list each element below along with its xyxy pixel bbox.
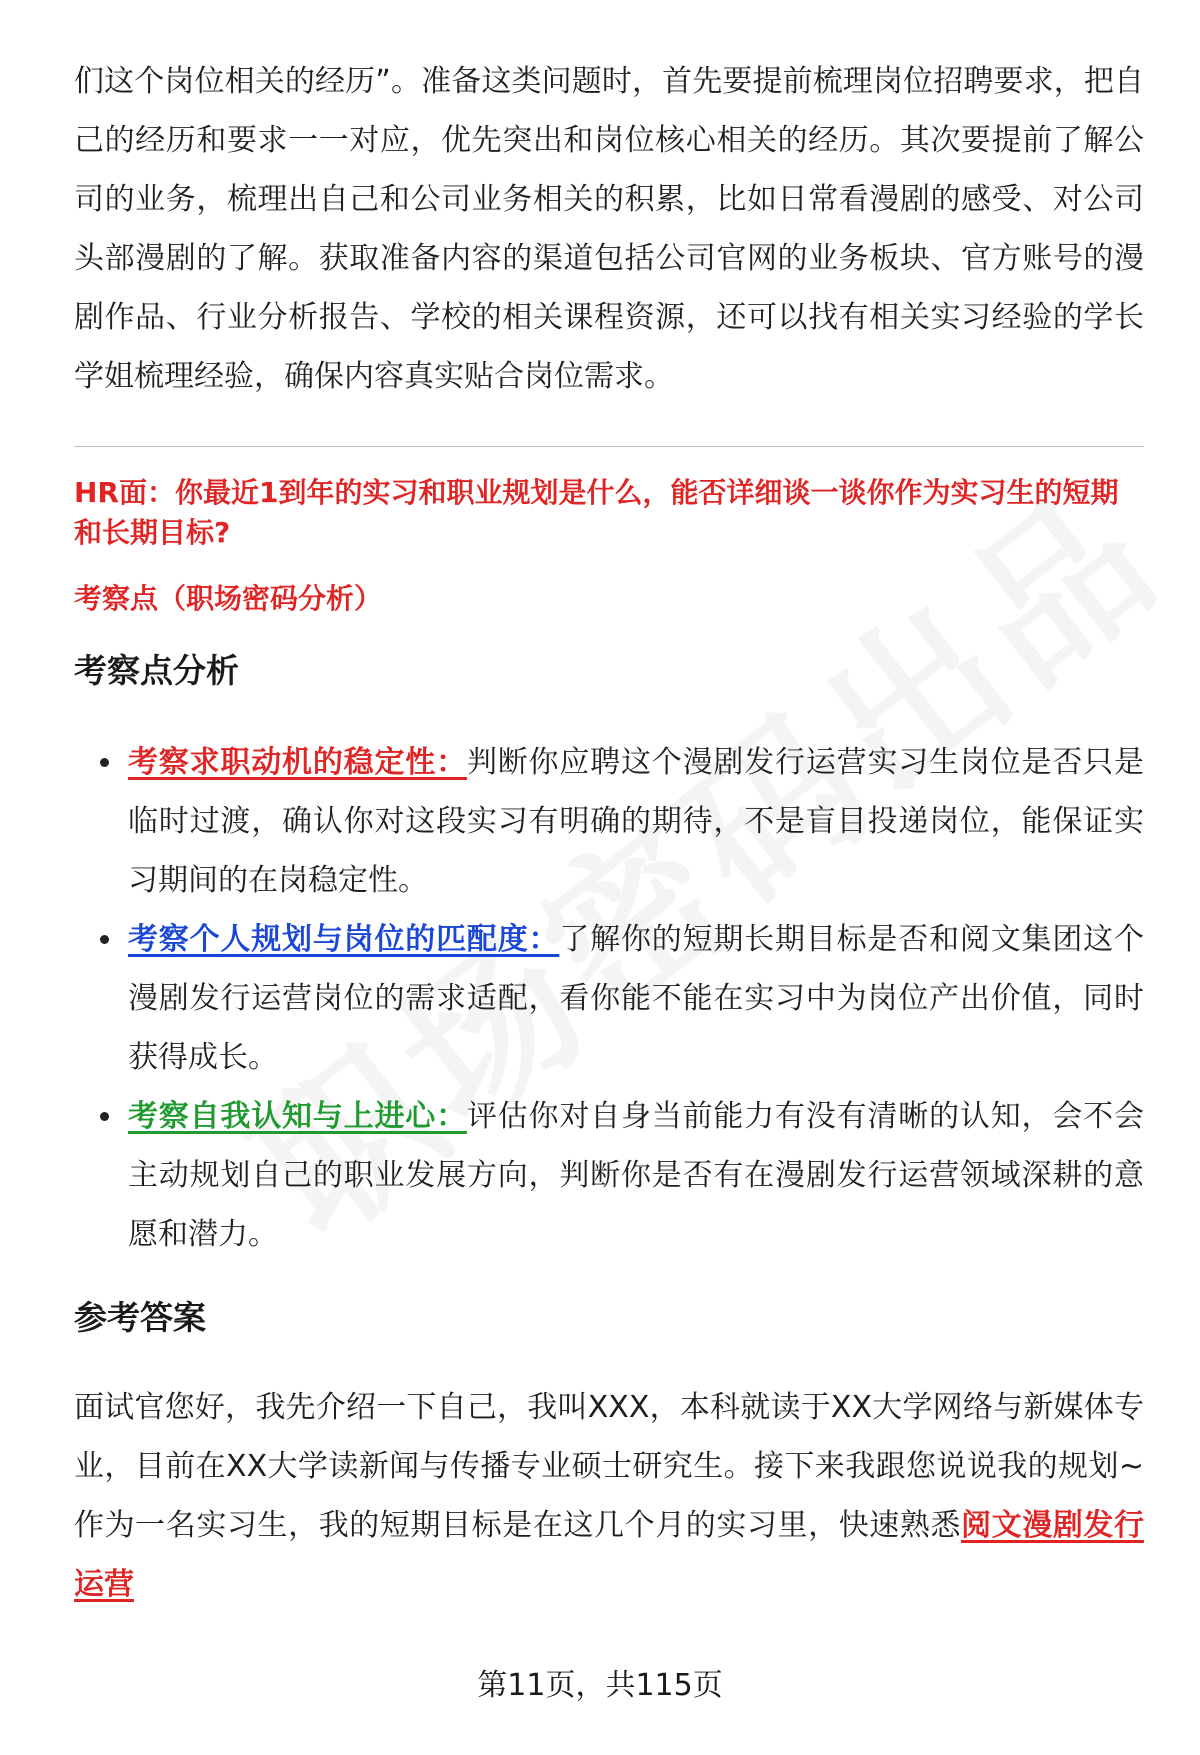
bullet-icon bbox=[100, 935, 109, 944]
answer-paragraph bbox=[74, 1378, 1144, 1614]
document-page bbox=[74, 52, 1144, 1614]
analysis-points-list bbox=[74, 733, 1144, 1264]
point-text: 判断你应聘这个漫剧发行运营实习生岗位是否只是临时过渡，确认你对这段实习有明确的期待，不是盲目投递岗位，能保证实习期间的在岗稳定性。 bbox=[128, 745, 1144, 898]
analysis-point bbox=[128, 733, 1144, 910]
page-footer: 第11页，共115页 bbox=[477, 1668, 723, 1703]
point-text: 了解你的短期长期目标是否和阅文集团这个漫剧发行运营岗位的需求适配，看你能不能在实习中为岗位产出价值，同时获得成长。 bbox=[128, 922, 1144, 1075]
answer-highlight: 阅文漫剧发行运营 bbox=[74, 1508, 1145, 1602]
answer-heading: 参考答案 bbox=[74, 1298, 206, 1337]
point-lead: 考察个人规划与岗位的匹配度： bbox=[128, 922, 560, 957]
section-divider bbox=[74, 446, 1144, 447]
analysis-point bbox=[128, 1087, 1144, 1264]
intro-paragraph: 们这个岗位相关的经历”。准备这类问题时，首先要提前梳理岗位招聘要求，把自己的经历和要求一一对应，优先突出和岗位核心相关的经历。其次要提前了解公司的业务，梳理出自己和公司业务相关的积累，比如日常看漫剧的感受、对公司头部漫剧的了解。获取准备内容的渠道包括公司官网的业务板块、官方账号的漫剧作品、行业分析报告、学校的相关课程资源，还可以找有相关实习经验的学长学姐梳理经验，确保内容真实贴合岗位需求。 bbox=[74, 64, 1144, 394]
kaocha-title: 考察点（职场密码分析） bbox=[74, 582, 383, 615]
hr-question: HR面：你最近1到年的实习和职业规划是什么，能否详细谈一谈你作为实习生的短期和长期目标? bbox=[74, 476, 1119, 549]
bullet-icon bbox=[100, 758, 109, 767]
point-text: 评估你对自身当前能力有没有清晰的认知，会不会主动规划自己的职业发展方向，判断你是否有在漫剧发行运营领域深耕的意愿和潜力。 bbox=[128, 1099, 1144, 1252]
point-lead: 考察求职动机的稳定性： bbox=[128, 745, 467, 780]
point-lead: 考察自我认知与上进心： bbox=[128, 1099, 467, 1134]
bullet-icon bbox=[100, 1112, 109, 1121]
answer-text: 面试官您好，我先介绍一下自己，我叫XXX，本科就读于XX大学网络与新媒体专业，目前在XX大学读新闻与传播专业硕士研究生。接下来我跟您说说我的规划~作为一名实习生，我的短期目标是在这几个月的实习里，快速熟悉 bbox=[74, 1390, 1144, 1543]
analysis-point bbox=[128, 910, 1144, 1087]
analysis-heading: 考察点分析 bbox=[74, 651, 239, 690]
